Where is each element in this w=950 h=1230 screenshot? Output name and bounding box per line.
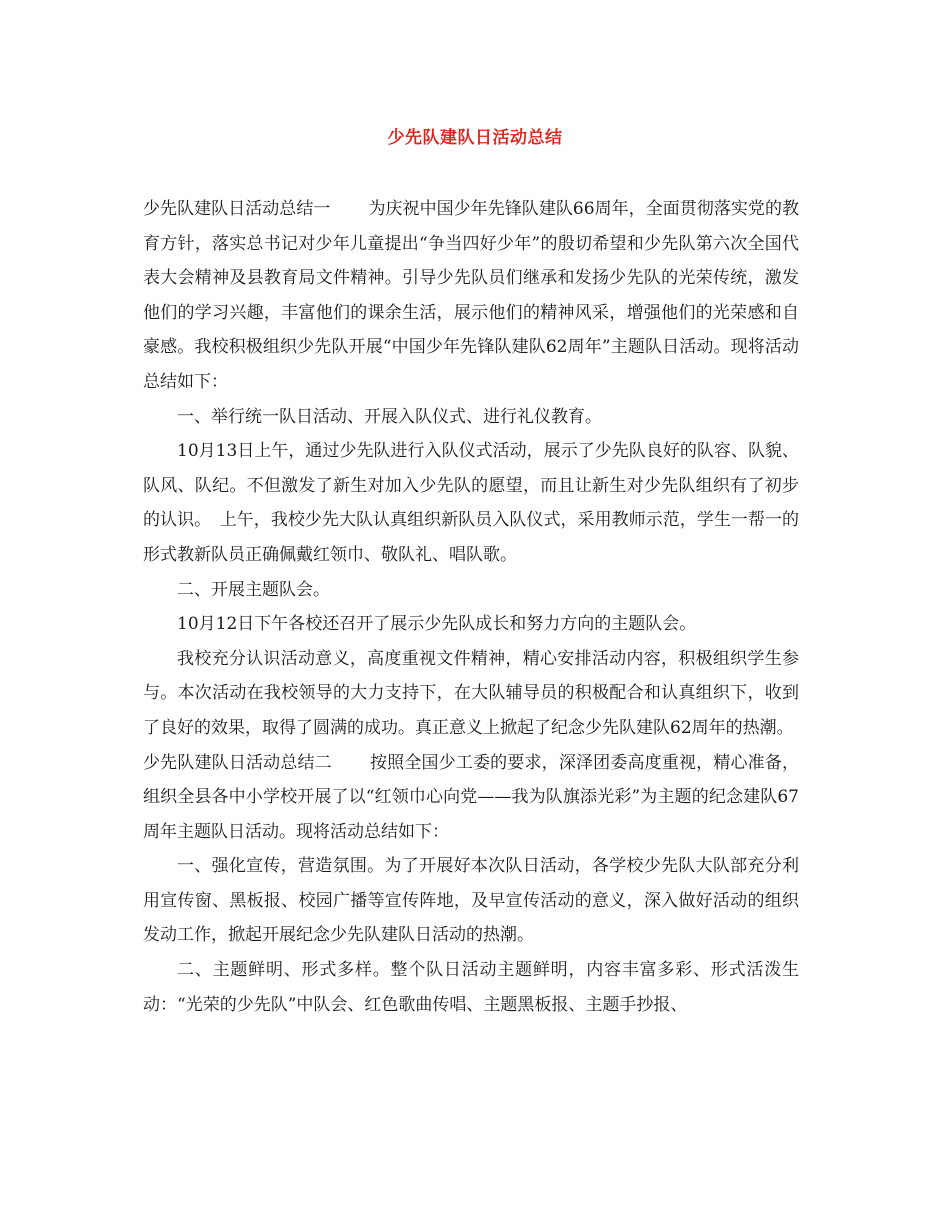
section-1-paragraph: 我校充分认识活动意义，高度重视文件精神，精心安排活动内容，积极组织学生参与。本次活动在我校领导的大力支持下，在大队辅导员的积极配合和认真组织下，收到了良好的效果，取得了圆满的成功。真正意义上掀起了纪念少先队建队62周年的热潮。 — [143, 648, 799, 738]
section-2-heading: 少先队建队日活动总结二 — [143, 752, 332, 773]
section-1-paragraph: 10月12日下午各校还召开了展示少先队成长和努力方向的主题队会。 — [177, 614, 697, 635]
section-1-paragraph: 10月13日上午，通过少先队进行入队仪式活动，展示了少先队良好的队容、队貌、队风、队纪。不但激发了新生对加入少先队的愿望，而且让新生对少先队组织有了初步的认识。 上午，我校少先大队认真组织新队员入队仪式，采用教师示范，学生一帮一的形式教新队员正确佩戴红领巾、敬队礼、唱队歌。 — [143, 441, 799, 565]
section-1-heading: 少先队建队日活动总结一 — [143, 199, 331, 219]
document-body — [143, 192, 799, 1022]
section-2-paragraph: 一、强化宣传，营造氛围。为了开展好本次队日活动，各学校少先队大队部充分利用宣传窗、黑板报、校园广播等宣传阵地，及早宣传活动的意义，深入做好活动的组织发动工作，掀起开展纪念少先队建队日活动的热潮。 — [143, 856, 799, 946]
section-1-lead: 为庆祝中国少年先锋队建队66周年，全面贯彻落实党的教育方针，落实总书记对少年儿童提出“争当四好少年”的殷切希望和少先队第六次全国代表大会精神及县教育局文件精神。引导少先队员们继承和发扬少先队的光荣传统，激发他们的学习兴趣，丰富他们的课余生活，展示他们的精神风采，增强他们的光荣感和自豪感。我校积极组织少先队开展“中国少年先锋队建队62周年”主题队日活动。现将活动总结如下： — [143, 199, 799, 392]
section-2-intro — [143, 746, 799, 850]
section-2-lead: 按照全国少工委的要求，深泽团委高度重视，精心准备，组织全县各中小学校开展了以“红领巾心向党——我为队旗添光彩”为主题的纪念建队67周年主题队日活动。现将活动总结如下： — [143, 752, 800, 842]
section-2-paragraph: 二、主题鲜明、形式多样。整个队日活动主题鲜明，内容丰富多彩、形式活泼生动：“光荣的少先队”中队会、红色歌曲传唱、主题黑板报、主题手抄报、 — [143, 960, 799, 1015]
document-title: 少先队建队日活动总结 — [387, 128, 563, 148]
section-1-paragraph: 二、开展主题队会。 — [177, 579, 330, 600]
section-1-intro — [143, 192, 799, 400]
section-1-paragraph: 一、举行统一队日活动、开展入队仪式、进行礼仪教育。 — [177, 406, 602, 427]
